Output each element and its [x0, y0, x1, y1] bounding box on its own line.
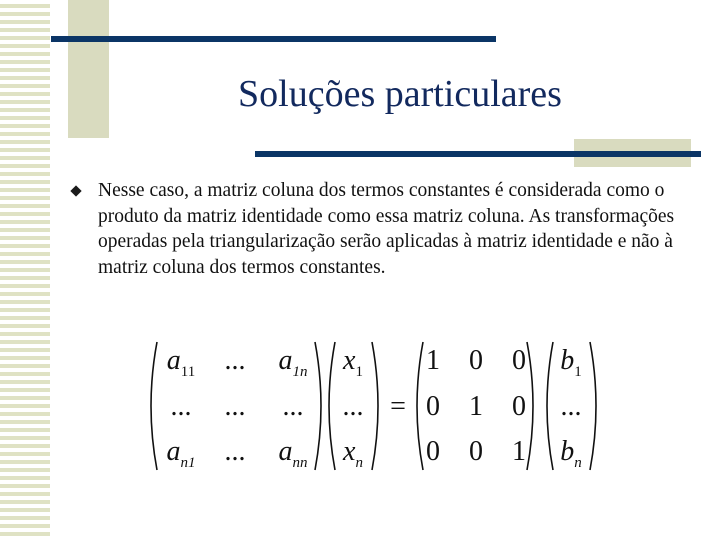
identity-cell: 1 — [426, 345, 440, 376]
matrix-a-cell: $a_{nn}$ — [278, 436, 308, 471]
vector-x-cells — [342, 345, 363, 471]
identity-cell: 0 — [426, 436, 440, 467]
title-rule-bottom — [255, 151, 701, 157]
paren-a-left — [151, 342, 157, 470]
vector-x-cell: ... — [342, 391, 364, 422]
identity-cell: 0 — [469, 345, 483, 376]
matrix-a-cell: ... — [224, 345, 246, 376]
matrix-a-cell: $a_{11}$ — [166, 345, 196, 380]
bullet-text: Nesse caso, a matriz coluna dos termos constantes é considerada como o produto da matriz identidade como essa matriz coluna. As transformações operadas pela triangularização serão aplicadas à matriz identidade e não à matriz coluna dos termos constantes. — [98, 180, 675, 278]
diamond-bullet-icon — [70, 185, 81, 196]
vector-x-cell: $x_n$ — [343, 436, 363, 471]
decorative-stripe-band — [0, 0, 50, 540]
vector-b-cell: $b_1$ — [560, 345, 582, 380]
paren-b-right — [590, 342, 596, 470]
matrix-equation — [143, 338, 603, 474]
paren-a-right — [315, 342, 321, 470]
identity-cell: 0 — [512, 391, 526, 422]
vector-b-cell: ... — [560, 391, 582, 422]
title-accent-block-left — [68, 0, 109, 138]
vector-b-cells — [560, 345, 582, 471]
identity-cell: 1 — [512, 436, 526, 467]
matrix-a-cell: $a_{1n}$ — [278, 345, 308, 380]
identity-cell: 0 — [512, 345, 526, 376]
matrix-a-cells — [167, 345, 308, 471]
paren-x-right — [372, 342, 378, 470]
paren-i-left — [417, 342, 423, 470]
matrix-a-cell: ... — [282, 391, 304, 422]
matrix-a-cell: ... — [224, 391, 246, 422]
paren-b-left — [547, 342, 553, 470]
slide-title: Soluções particulares — [238, 73, 562, 115]
paren-i-right — [527, 342, 533, 470]
title-rule-top — [51, 36, 496, 42]
identity-cell: 0 — [469, 436, 483, 467]
matrix-a-cell: $a_{n1}$ — [166, 436, 196, 471]
matrix-a-cell: ... — [224, 436, 246, 467]
matrix-equation-graphic — [143, 338, 603, 474]
identity-cell: 1 — [469, 391, 483, 422]
identity-cell: 0 — [426, 391, 440, 422]
vector-x-cell: $x_1$ — [343, 345, 363, 380]
vector-b-cell: $b_n$ — [560, 436, 582, 471]
equals-sign: = — [390, 391, 406, 422]
identity-matrix-cells — [426, 345, 526, 467]
paren-x-left — [329, 342, 335, 470]
matrix-a-cell: ... — [170, 391, 192, 422]
